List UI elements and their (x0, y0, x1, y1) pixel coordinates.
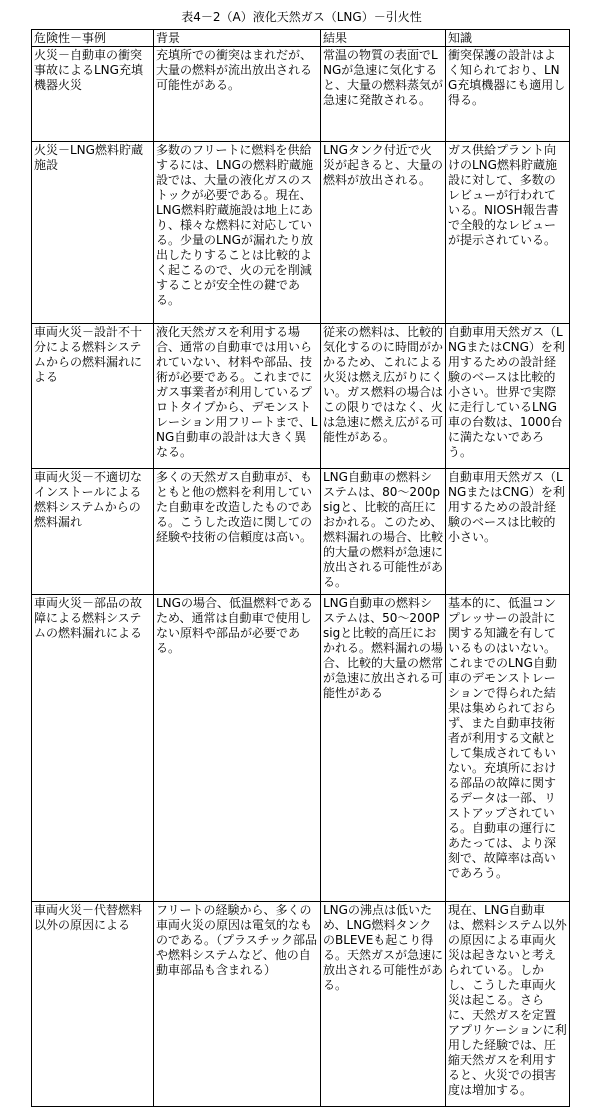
cell-hazard: 車両火災－設計不十分による燃料システムからの燃料漏れによる (32, 324, 154, 469)
cell-knowledge: 自動車用天然ガス（LNGまたはCNG）を利用するための設計経験のベースは比較的小さい。世界で実際に走行しているLNG車の台数は、1000台に満たないであろう。 (446, 324, 570, 469)
header-hazard: 危険性－事例 (32, 30, 154, 47)
cell-result: LNGの沸点は低いため、LNG燃料タンクのBLEVEも起こり得る。天然ガスが急速に放出される可能性がある。 (321, 902, 446, 1107)
cell-hazard: 車両火災－不適切なインストールによる燃料システムからの燃料漏れ (32, 469, 154, 595)
table-title: 表4－2（A）液化天然ガス（LNG）－引火性 (181, 10, 422, 24)
cell-background: LNGの場合、低温燃料であるため、通常は自動車で使用しない原料や部品が必要である。 (154, 595, 321, 902)
cell-background: 液化天然ガスを利用する場合、通常の自動車では用いられていない、材料や部品、技術が必要である。これまでにガス事業者が利用しているプロトタイプから、デモンストレーション用フリートまで、LNG自動車の設計は大きく異なる。 (154, 324, 321, 469)
cell-knowledge: 現在、LNG自動車は、燃料システム以外の原因による車両火災は起きないと考えられている。しかし、こうした車両火災は起こる。さらに、天然ガスを定置アプリケーションに利用した経験では、圧縮天然ガスを利用すると、火災での損害度は増加する。 (446, 902, 570, 1107)
cell-result: LNG自動車の燃料システムは、50～200Psigと比較的高圧におかれる。燃料漏れの場合、比較的大量の燃常が急速に放出される可能性がある (321, 595, 446, 902)
cell-knowledge: 自動車用天然ガス（LNGまたはCNG）を利用するための設計経験のベースは比較的小さい。 (446, 469, 570, 595)
cell-background: 多数のフリートに燃料を供給するには、LNGの燃料貯蔵施設では、大量の液化ガスのストックが必要である。現在、LNG燃料貯蔵施設は地上にあり、様々な燃料に対応している。少量のLNGが漏れたり放出したりすることは比較的よく起こるので、火の元を削減することが安全性の鍵である。 (154, 142, 321, 324)
header-knowledge: 知識 (446, 30, 570, 47)
cell-result: LNGタンク付近で火災が起きると、大量の燃料が放出される。 (321, 142, 446, 324)
cell-knowledge: 基本的に、低温コンプレッサーの設計に関する知識を有しているものはいない。これまでのLNG自動車のデモンストレーションで得られた結果は集められておらず、また自動車技術者が利用する文献として集成されてもいない。充填所における部品の故障に関するデータは一部、リストアップされている。自動車の運行にあたっては、より深刻で、故障率は高いであろう。 (446, 595, 570, 902)
header-result: 結果 (321, 30, 446, 47)
cell-knowledge: ガス供給プラント向けのLNG燃料貯蔵施設に対して、多数のレビューが行われている。NIOSH報告書で全般的なレビューが提示されている。 (446, 142, 570, 324)
table-row (32, 902, 570, 1107)
cell-hazard: 車両火災－部品の故障による燃料システムの燃料漏れによる (32, 595, 154, 902)
table-row (32, 142, 570, 324)
cell-result: 従来の燃料は、比較的気化するのに時間がかかるため、これによる火災は燃え広がりにくい。ガス燃料の場合はこの限りではなく、火は急速に燃え広がる可能性がある。 (321, 324, 446, 469)
cell-result: LNG自動車の燃料システムは、80～200psigと、比較的高圧におかれる。このため、燃料漏れの場合、比較的大量の燃料が急速に放出される可能性がある。 (321, 469, 446, 595)
cell-hazard: 火災－LNG燃料貯蔵施設 (32, 142, 154, 324)
table-row (32, 324, 570, 469)
header-background: 背景 (154, 30, 321, 47)
header-row (32, 30, 570, 47)
cell-background: 充填所での衝突はまれだが、大量の燃料が流出放出される可能性がある。 (154, 47, 321, 142)
cell-hazard: 火災－自動車の衝突事故によるLNG充填機器火災 (32, 47, 154, 142)
cell-background: フリートの経験から、多くの車両火災の原因は電気的なものである。（プラスチック部品や燃料システムなど、他の自動車部品も含まれる） (154, 902, 321, 1107)
cell-hazard: 車両火災－代替燃料以外の原因による (32, 902, 154, 1107)
table-row (32, 47, 570, 142)
cell-result: 常温の物質の表面でLNGが急速に気化すると、大量の燃料蒸気が急速に発散される。 (321, 47, 446, 142)
table-row (32, 595, 570, 902)
hazard-table (31, 29, 570, 1107)
cell-knowledge: 衝突保護の設計はよく知られており、LNG充填機器にも適用し得る。 (446, 47, 570, 142)
table-row (32, 469, 570, 595)
cell-background: 多くの天然ガス自動車が、もともと他の燃料を利用していた自動車を改造したものである。こうした改造に関しての経験や技術の信頼度は高い。 (154, 469, 321, 595)
